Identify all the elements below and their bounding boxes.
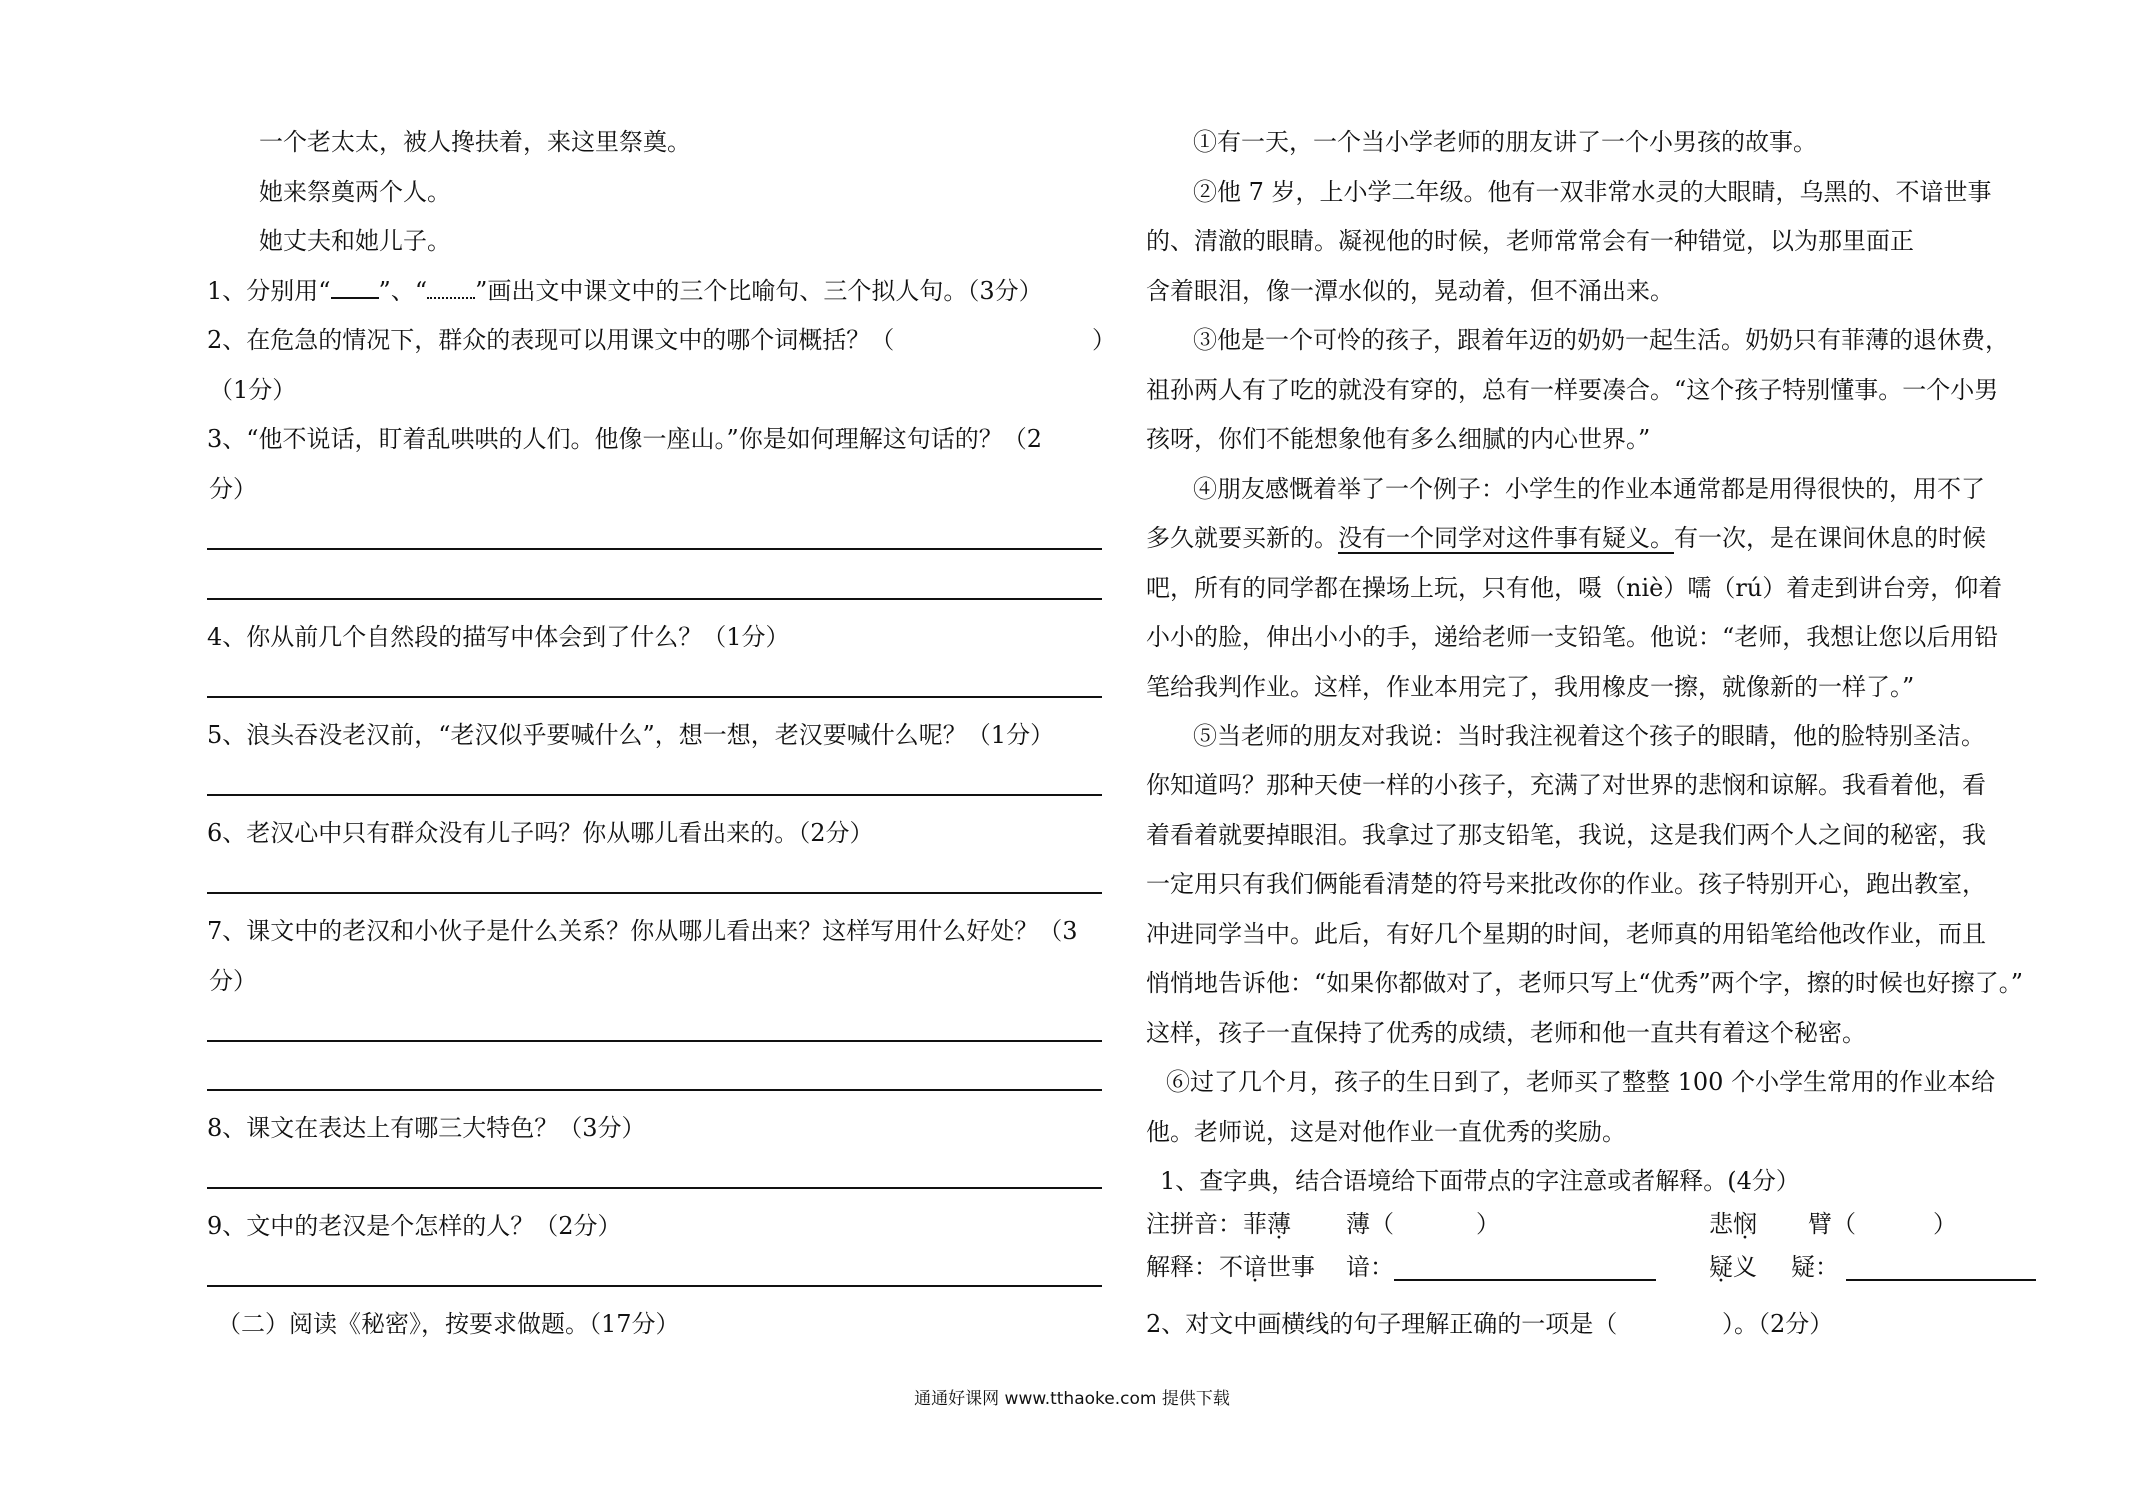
answer-line[interactable] xyxy=(1394,1279,1656,1281)
word-bei-min: 悲悯 xyxy=(1709,1210,1757,1238)
paragraph-4 xyxy=(1146,521,1986,555)
answer-line[interactable] xyxy=(207,1040,1102,1042)
paragraph-5: 着看着就要掉眼泪。我拿过了那支铅笔，我说，这是我们两个人之间的秘密，我 xyxy=(1146,821,1986,849)
paragraph-3: ③他是一个可怜的孩子，跟着年迈的奶奶一起生活。奶奶只有菲薄的退休费， xyxy=(1193,326,2009,354)
paragraph-text: 有一次，是在课间休息的时候 xyxy=(1674,524,1986,552)
answer-paren-close: ） xyxy=(1092,326,1116,354)
question-text: 2、对文中画横线的句子理解正确的一项是（ xyxy=(1146,1310,1618,1338)
paragraph-3: 祖孙两人有了吃的就没有穿的，总有一样要凑合。“这个孩子特别懂事。一个小男 xyxy=(1146,376,1999,404)
question-5: 5、浪头吞没老汉前，“老汉似乎要喊什么”，想一想，老汉要喊什么呢？（1分） xyxy=(207,721,1055,749)
question-3: 3、“他不说话，盯着乱哄哄的人们。他像一座山。”你是如何理解这句话的？（2 xyxy=(207,425,1043,453)
answer-line[interactable] xyxy=(207,1187,1102,1189)
question-8: 8、课文在表达上有哪三大特色？（3分） xyxy=(207,1114,646,1142)
pinyin-blank-1-close: ） xyxy=(1476,1210,1500,1238)
explain-label: 解释： xyxy=(1146,1253,1218,1281)
underlined-sentence: 没有一个同学对这件事有疑义。 xyxy=(1338,524,1674,552)
paragraph-4: 小小的脸，伸出小小的手，递给老师一支铅笔。他说：“老师，我想让您以后用铅 xyxy=(1146,623,1999,651)
paragraph-5: 冲进同学当中。此后，有好几个星期的时间，老师真的用铅笔给他改作业，而且 xyxy=(1146,920,1986,948)
paragraph-4: 笔给我判作业。这样，作业本用完了，我用橡皮一擦，就像新的一样了。” xyxy=(1146,673,1915,701)
answer-line[interactable] xyxy=(207,1285,1102,1287)
paragraph-5: 这样，孩子一直保持了优秀的成绩，老师和他一直共有着这个秘密。 xyxy=(1146,1019,1866,1047)
question-1 xyxy=(207,274,1043,308)
answer-line[interactable] xyxy=(207,598,1102,600)
word-fei-bao: 菲薄 xyxy=(1243,1210,1291,1238)
question-7: 7、课文中的老汉和小伙子是什么关系？你从哪儿看出来？这样写用什么好处？（3 xyxy=(207,917,1078,945)
answer-line[interactable] xyxy=(207,1089,1102,1091)
paragraph-3: 孩呀，你们不能想象他有多么细腻的内心世界。” xyxy=(1146,425,1651,453)
pinyin-blank-1: 薄（ xyxy=(1346,1210,1394,1238)
paragraph-2: ②他 7 岁，上小学二年级。他有一双非常水灵的大眼睛，乌黑的、不谙世事 xyxy=(1193,178,1992,206)
answer-line[interactable] xyxy=(207,548,1102,550)
pinyin-blank-2: 臂（ xyxy=(1808,1210,1856,1238)
wavy-line-sample xyxy=(427,275,475,299)
paragraph-2: 含着眼泪，像一潭水似的，晃动着，但不涌出来。 xyxy=(1146,277,1674,305)
paragraph-2: 的、清澈的眼睛。凝视他的时候，老师常常会有一种错觉，以为那里面正 xyxy=(1146,227,1914,255)
question-4: 4、你从前几个自然段的描写中体会到了什么？（1分） xyxy=(207,623,790,651)
question-3-cont: 分） xyxy=(209,475,257,503)
paragraph-5: ⑤当老师的朋友对我说：当时我注视着这个孩子的眼睛，他的脸特别圣洁。 xyxy=(1193,722,1985,750)
question-text: ”画出文中课文中的三个比喻句、三个拟人句。（3分） xyxy=(475,277,1043,305)
paragraph-1: ①有一天，一个当小学老师的朋友讲了一个小男孩的故事。 xyxy=(1193,128,1817,156)
explain-blank-2-label: 疑： xyxy=(1791,1253,1839,1281)
question-text: 2、在危急的情况下，群众的表现可以用课文中的哪个词概括？（ xyxy=(207,326,895,354)
pinyin-label: 注拼音： xyxy=(1146,1210,1242,1238)
question-r2-cont: ）。（2分） xyxy=(1722,1310,1834,1338)
explain-blank-1-label: 谙： xyxy=(1346,1253,1394,1281)
answer-line[interactable] xyxy=(207,794,1102,796)
question-r1: 1、查字典，结合语境给下面带点的字注意或者解释。(4分） xyxy=(1160,1167,1800,1195)
passage-line: 一个老太太，被人搀扶着，来这里祭奠。 xyxy=(259,128,691,156)
question-9: 9、文中的老汉是个怎样的人？（2分） xyxy=(207,1212,622,1240)
paragraph-5: 你知道吗？那种天使一样的小孩子，充满了对世界的悲悯和谅解。我看着他，看 xyxy=(1146,771,1986,799)
score: （1分） xyxy=(209,376,297,404)
question-6: 6、老汉心中只有群众没有儿子吗？你从哪儿看出来的。（2分） xyxy=(207,819,874,847)
paragraph-6: 他。老师说，这是对他作业一直优秀的奖励。 xyxy=(1146,1118,1626,1146)
question-2 xyxy=(207,323,894,357)
paragraph-6: ⑥过了几个月，孩子的生日到了，老师买了整整 100 个小学生常用的作业本给 xyxy=(1166,1068,1996,1096)
paragraph-5: 悄悄地告诉他：“如果你都做对了，老师只写上“优秀”两个字，擦的时候也好擦了。” xyxy=(1146,969,2024,997)
question-text: ”、“ xyxy=(378,277,428,305)
passage-line: 她来祭奠两个人。 xyxy=(259,178,451,206)
section-heading: （二）阅读《秘密》，按要求做题。（17分） xyxy=(217,1310,680,1338)
footer-credit: 通通好课网 www.tthaoke.com 提供下载 xyxy=(914,1389,1230,1409)
answer-line[interactable] xyxy=(1846,1279,2036,1281)
word-bu-an-shi-shi: 不谙世事 xyxy=(1219,1253,1315,1281)
answer-line[interactable] xyxy=(207,696,1102,698)
paragraph-text: 多久就要买新的。 xyxy=(1146,524,1338,552)
question-7-cont: 分） xyxy=(209,967,257,995)
pinyin-blank-2-close: ） xyxy=(1933,1210,1957,1238)
question-r2 xyxy=(1146,1307,1617,1341)
word-yi-yi: 疑义 xyxy=(1709,1253,1757,1281)
question-text: 1、分别用“ xyxy=(207,277,331,305)
paragraph-4: 吧，所有的同学都在操场上玩，只有他，嗫（niè）嚅（rú）着走到讲台旁，仰着 xyxy=(1146,574,2003,602)
passage-line: 她丈夫和她儿子。 xyxy=(259,227,451,255)
answer-line[interactable] xyxy=(207,892,1102,894)
paragraph-5: 一定用只有我们俩能看清楚的符号来批改你的作业。孩子特别开心，跑出教室， xyxy=(1146,870,1986,898)
straight-line-sample xyxy=(331,275,379,299)
paragraph-4: ④朋友感慨着举了一个例子：小学生的作业本通常都是用得很快的，用不了 xyxy=(1193,475,1985,503)
